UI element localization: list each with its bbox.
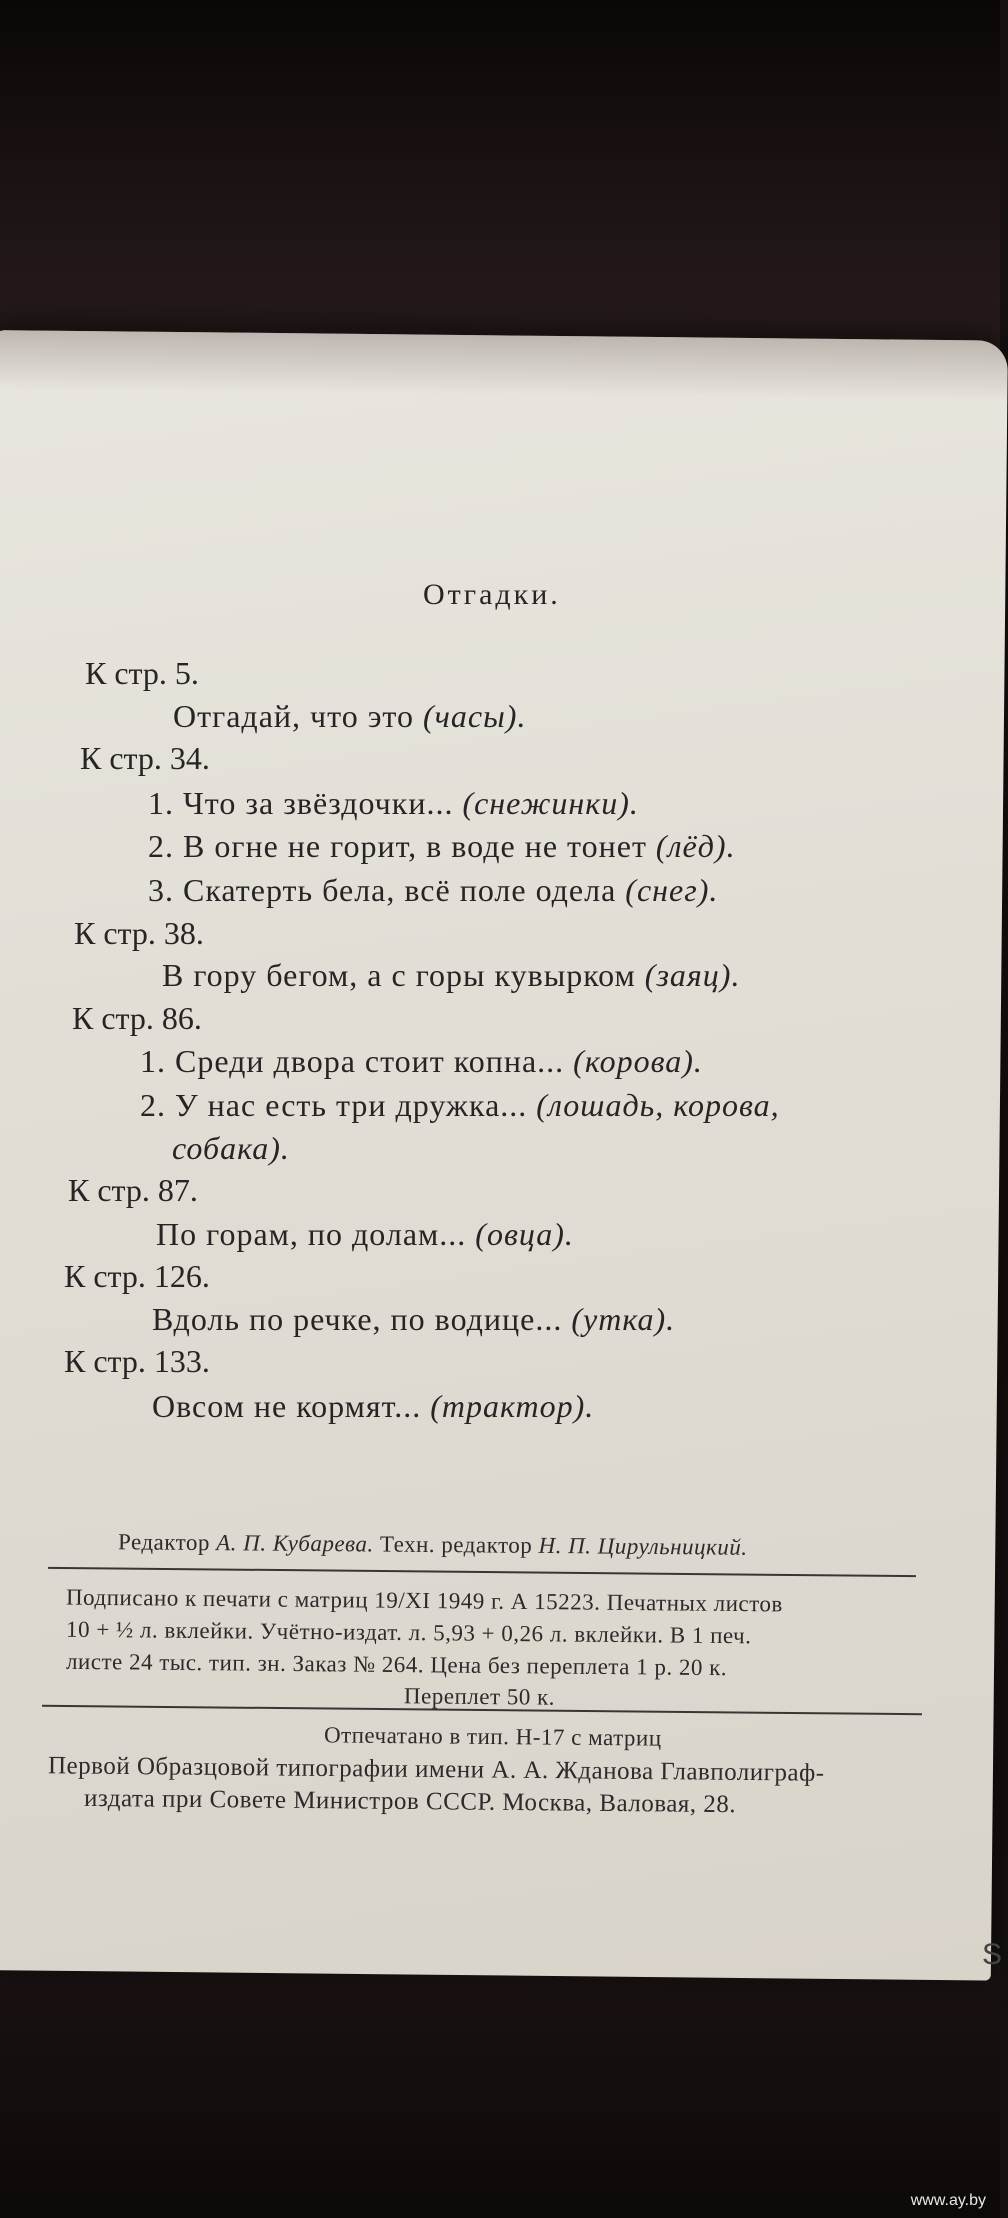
editors-line xyxy=(118,1529,748,1560)
tech-editor-name: Н. П. Цирульницкий. xyxy=(538,1532,748,1560)
riddle-answer: (лошадь, корова, xyxy=(536,1087,780,1123)
riddle-answer: (заяц). xyxy=(644,957,741,993)
watermark: www.ay.by xyxy=(910,2192,986,2209)
riddle-line xyxy=(148,785,639,822)
page-reference: К стр. 133. xyxy=(64,1343,210,1379)
riddle-answer: (корова). xyxy=(573,1043,703,1079)
riddle-answer: (лёд). xyxy=(655,828,736,864)
riddle-answer: (трактор). xyxy=(430,1388,595,1424)
riddle-text: 3. Скатерть бела, всё поле одела xyxy=(148,872,626,908)
riddle-line xyxy=(173,698,526,735)
riddle-text: 1. Среди двора стоит копна... xyxy=(140,1043,574,1079)
page-reference: К стр. 38. xyxy=(74,915,204,951)
page-reference: К стр. 5. xyxy=(85,655,199,691)
editor-label: Редактор xyxy=(117,1529,217,1556)
riddle-text: Отгадай, что это xyxy=(173,698,423,734)
imprint-line: Подписано к печати с матриц 19/XI 1949 г. А 15223. Печатных листов xyxy=(65,1584,783,1617)
riddle-answer: (снег). xyxy=(625,872,719,908)
riddle-text: 2. В огне не горит, в воде не тонет xyxy=(148,828,656,864)
riddle-text: В гору бегом, а с горы кувырком xyxy=(162,957,645,993)
printer-line: издата при Совете Министров СССР. Москва, Валовая, 28. xyxy=(83,1784,737,1819)
riddle-answer: (снежинки). xyxy=(462,785,639,821)
riddle-line xyxy=(156,1216,574,1253)
dark-background-bottom xyxy=(0,1960,1000,2218)
riddle-line xyxy=(140,1087,780,1124)
riddle-answer: (часы). xyxy=(422,698,527,734)
tech-editor-label: Техн. редактор xyxy=(373,1531,539,1558)
riddle-line xyxy=(152,1301,675,1338)
riddle-line xyxy=(140,1043,703,1080)
riddle-answer: (овца). xyxy=(475,1216,574,1252)
editor-name: А. П. Кубарева. xyxy=(216,1530,374,1557)
riddle-line xyxy=(172,1130,290,1167)
page-title: Отгадки. xyxy=(423,578,561,611)
riddle-text: 1. Что за звёздочки... xyxy=(148,785,463,821)
page-reference: К стр. 34. xyxy=(80,740,210,776)
riddle-line xyxy=(152,1388,594,1425)
imprint-line: Переплет 50 к. xyxy=(403,1683,556,1710)
imprint-line: листе 24 тыс. тип. зн. Заказ № 264. Цена без переплета 1 р. 20 к. xyxy=(65,1648,728,1681)
edge-mark: S xyxy=(982,1938,1003,1971)
riddle-line xyxy=(162,957,740,994)
riddle-answer: (утка). xyxy=(571,1301,676,1337)
printer-line: Отпечатано в тип. Н-17 с матриц xyxy=(323,1722,662,1751)
imprint-line: 10 + ½ л. вклейки. Учётно-издат. л. 5,93 + 0,26 л. вклейки. В 1 печ. xyxy=(65,1616,752,1649)
riddle-line xyxy=(148,872,718,909)
page-reference: К стр. 87. xyxy=(68,1172,198,1208)
riddle-text: По горам, по долам... xyxy=(156,1216,476,1252)
riddle-text: Овсом не кормят... xyxy=(152,1388,431,1424)
riddle-line xyxy=(148,828,736,865)
page-reference: К стр. 86. xyxy=(72,1000,202,1036)
riddle-text: 2. У нас есть три дружка... xyxy=(140,1087,537,1123)
page-reference: К стр. 126. xyxy=(64,1258,210,1294)
printer-line: Первой Образцовой типографии имени А. А. Жданова Главполиграф- xyxy=(47,1752,825,1787)
riddle-text: Вдоль по речке, по водице... xyxy=(152,1301,572,1337)
riddle-answer: собака). xyxy=(172,1130,290,1166)
